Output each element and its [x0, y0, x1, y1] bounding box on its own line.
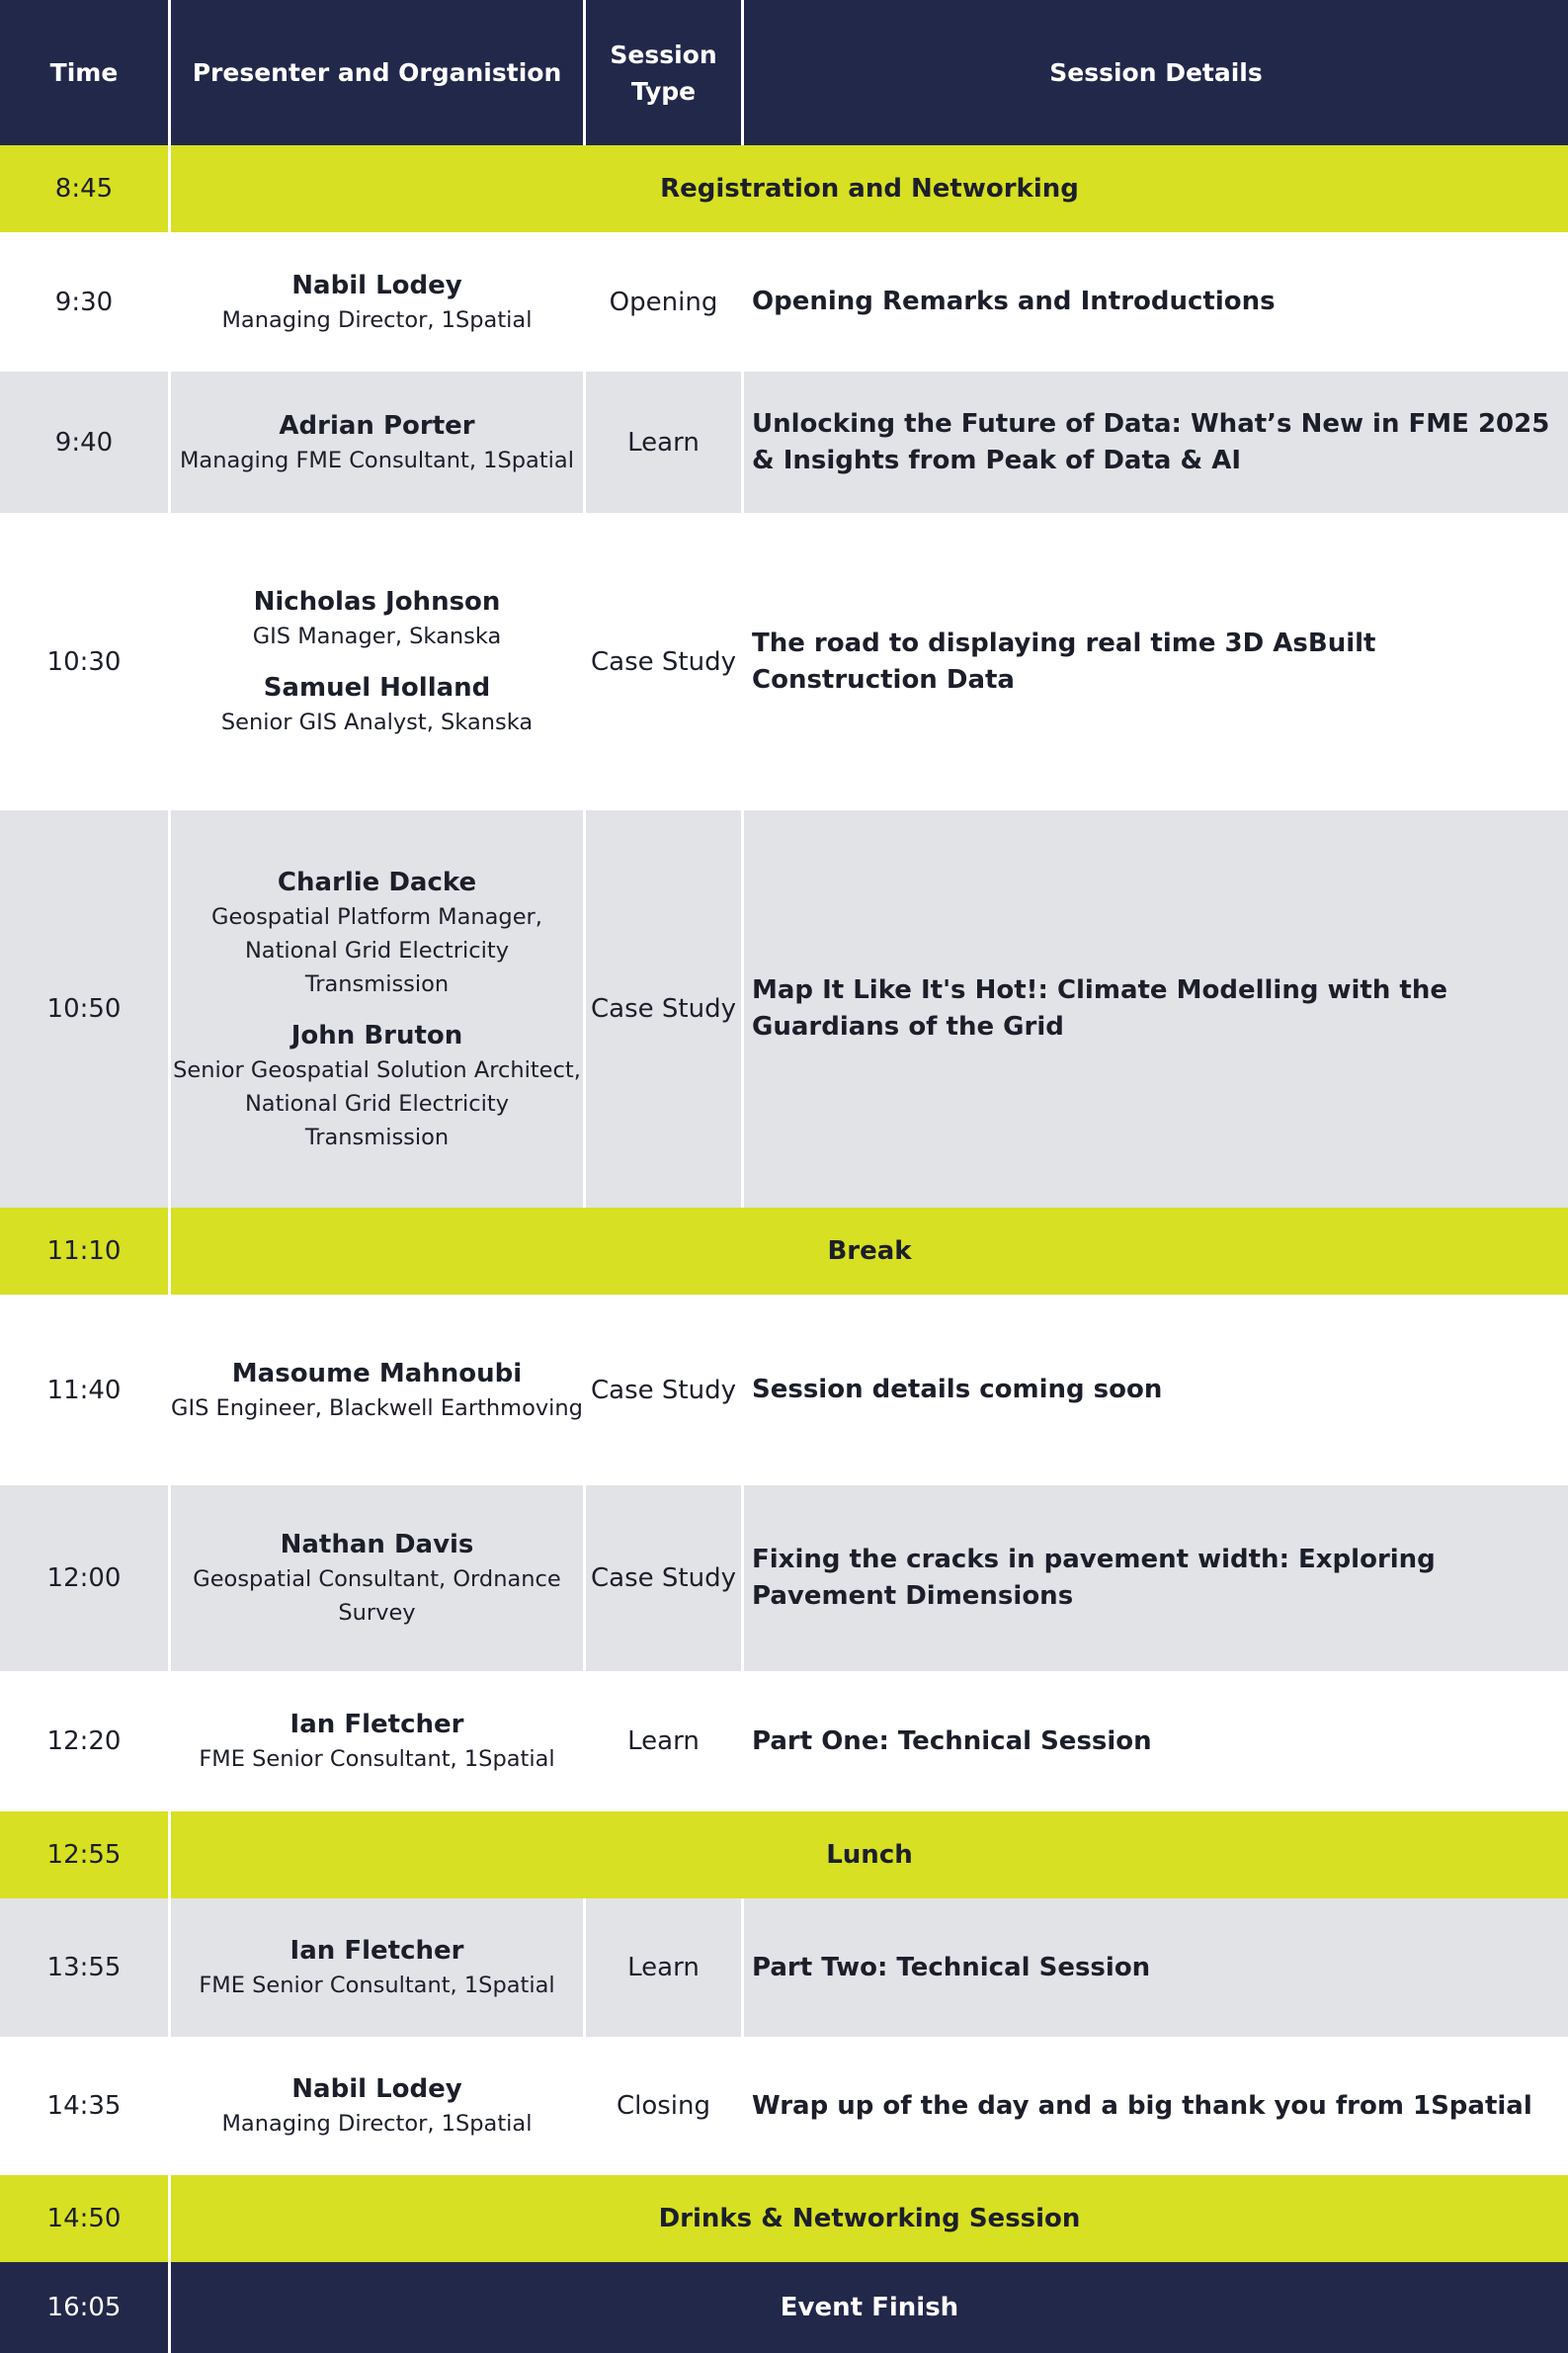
presenter-role: Senior GIS Analyst, Skanska: [220, 710, 534, 735]
presenter-cell: [168, 1295, 583, 1485]
presenter-role: GIS Engineer, Blackwell Earthmoving: [171, 1394, 583, 1421]
row-time: 12:55: [46, 1840, 122, 1870]
presenter-role: FME Senior Consultant, 1Spatial: [199, 1973, 555, 1998]
band-label: Event Finish: [168, 2262, 1568, 2353]
presenter-cell: [168, 1671, 583, 1811]
table-row: [0, 1485, 1568, 1671]
presenter-role: Geospatial Consultant, Ordnance: [193, 1566, 561, 1592]
header-time: Time: [49, 58, 119, 87]
session-details: Part One: Technical Session: [741, 1671, 1568, 1811]
table-row: [0, 145, 1568, 232]
session-type: Case Study: [583, 1485, 741, 1671]
row-time: 14:50: [46, 2204, 122, 2233]
table-row: [0, 2175, 1568, 2262]
presenter-name: Ian Fletcher: [289, 1710, 464, 1739]
session-details: Wrap up of the day and a big thank you from 1Spatial: [741, 2037, 1568, 2175]
session-type: Case Study: [583, 1295, 741, 1485]
session-details: Map It Like It's Hot!: Climate Modelling with the Guardians of the Grid: [741, 810, 1568, 1208]
row-time: 12:20: [46, 1726, 122, 1756]
table-row: [0, 1811, 1568, 1898]
header-session-details: Session Details: [741, 0, 1568, 145]
presenter-name: Nathan Davis: [280, 1530, 474, 1559]
presenter-role: Managing Director, 1Spatial: [221, 306, 533, 333]
presenter-role: Geospatial Platform Manager,: [211, 903, 542, 930]
presenter-name: Samuel Holland: [263, 673, 491, 703]
session-details: Fixing the cracks in pavement width: Exploring Pavement Dimensions: [741, 1485, 1568, 1671]
table-row: [0, 232, 1568, 372]
presenter-role: Managing FME Consultant, 1Spatial: [180, 447, 574, 473]
table-row: [0, 1898, 1568, 2037]
presenter-name: Charlie Dacke: [277, 867, 477, 897]
presenter-cell: [168, 810, 583, 1208]
row-time: 11:40: [46, 1375, 122, 1405]
header-session-type-line1: Session: [610, 40, 717, 69]
table-row: [0, 2262, 1568, 2353]
session-type: Closing: [583, 2037, 741, 2175]
row-time: 12:00: [46, 1563, 122, 1593]
session-details: Part Two: Technical Session: [741, 1898, 1568, 2037]
row-time: 14:35: [46, 2091, 122, 2121]
presenter-name: Ian Fletcher: [289, 1936, 464, 1966]
presenter-name: Nicholas Johnson: [253, 587, 501, 617]
presenter-role: FME Senior Consultant, 1Spatial: [199, 1746, 555, 1772]
presenter-name: Nabil Lodey: [291, 2074, 462, 2104]
presenter-name: Masoume Mahnoubi: [231, 1358, 523, 1388]
table-row: [0, 372, 1568, 513]
session-type: Learn: [583, 1898, 741, 2037]
row-time: 11:10: [46, 1236, 122, 1266]
row-time: 16:05: [46, 2293, 122, 2322]
presenter-name: John Bruton: [290, 1020, 463, 1050]
session-type: Case Study: [583, 810, 741, 1208]
row-time: 9:40: [54, 427, 114, 458]
band-label: Lunch: [168, 1811, 1568, 1898]
table-header: [0, 0, 1568, 145]
presenter-cell: [168, 513, 583, 810]
session-type: Case Study: [583, 513, 741, 810]
session-type: Opening: [583, 232, 741, 372]
presenter-role: National Grid Electricity Transmission: [244, 937, 510, 997]
header-session-type: [583, 0, 741, 145]
table-row: [0, 513, 1568, 810]
presenter-name: Adrian Porter: [279, 410, 475, 441]
row-time: 13:55: [46, 1953, 122, 1982]
presenter-cell: [168, 2037, 583, 2175]
presenter-cell: [168, 1485, 583, 1671]
band-label: Registration and Networking: [168, 145, 1568, 232]
table-row: [0, 1295, 1568, 1485]
session-type: Learn: [583, 372, 741, 513]
presenter-name: Nabil Lodey: [291, 270, 462, 300]
presenter-role: Survey: [338, 1600, 416, 1626]
presenter-cell: [168, 1898, 583, 2037]
presenter-role: GIS Manager, Skanska: [252, 624, 502, 649]
presenter-cell: [168, 232, 583, 372]
session-details: Unlocking the Future of Data: What’s New in FME 2025 & Insights from Peak of Data & AI: [741, 372, 1568, 513]
presenter-cell: [168, 372, 583, 513]
row-time: 10:50: [46, 994, 122, 1024]
session-details: Opening Remarks and Introductions: [741, 232, 1568, 372]
session-type: Learn: [583, 1671, 741, 1811]
presenter-role: Managing Director, 1Spatial: [221, 2111, 533, 2137]
header-session-type-line2: Type: [630, 76, 697, 106]
table-row: [0, 2037, 1568, 2175]
row-time: 8:45: [54, 174, 114, 204]
table-row: [0, 1671, 1568, 1811]
presenter-role: Senior Geospatial Solution Architect,: [173, 1056, 581, 1083]
session-details: The road to displaying real time 3D AsBuilt Construction Data: [741, 513, 1568, 810]
session-details: Session details coming soon: [741, 1295, 1568, 1485]
header-presenter: Presenter and Organistion: [168, 0, 583, 145]
presenter-role: National Grid Electricity Transmission: [244, 1090, 510, 1150]
band-label: Break: [168, 1208, 1568, 1295]
row-time: 10:30: [46, 646, 122, 677]
row-time: 9:30: [54, 287, 114, 317]
table-row: [0, 810, 1568, 1208]
band-label: Drinks & Networking Session: [168, 2175, 1568, 2262]
table-row: [0, 1208, 1568, 1295]
